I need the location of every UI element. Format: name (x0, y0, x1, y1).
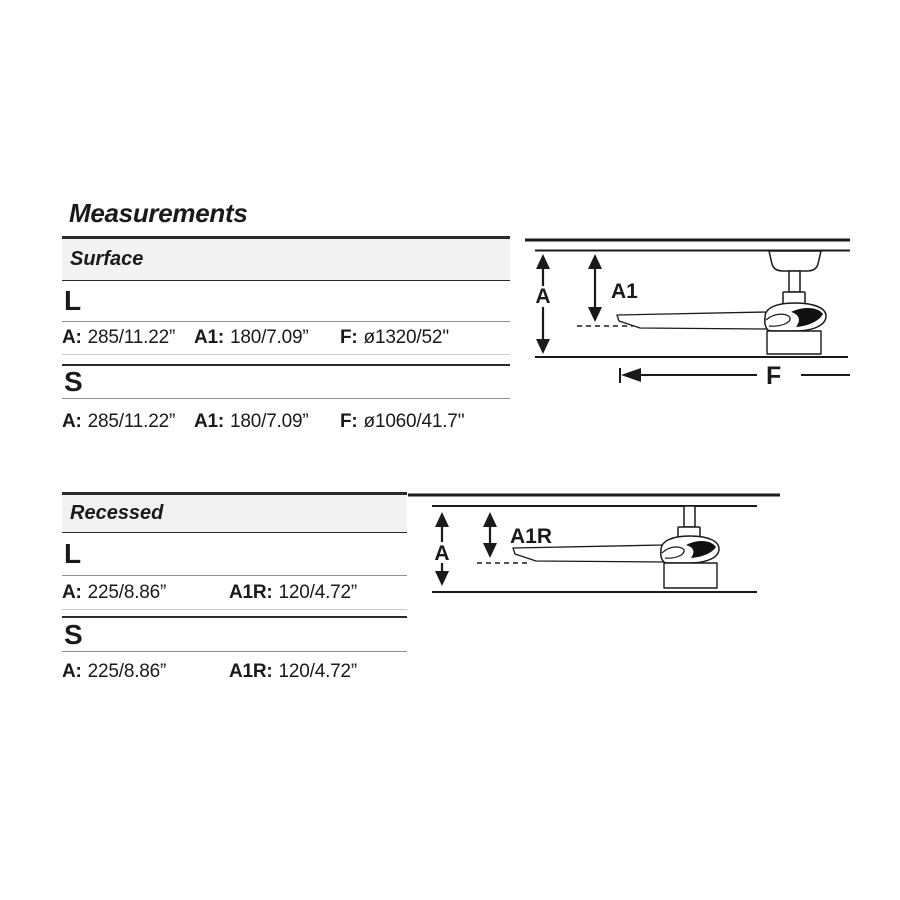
surface-s-values (62, 399, 510, 444)
dim-f: F: ø1060/41.7'' (340, 410, 465, 432)
recessed-header-label: Recessed (70, 502, 164, 524)
label-a: A (535, 285, 551, 308)
dim-a1: A1: 180/7.09” (194, 410, 309, 432)
section-divider (62, 610, 407, 618)
size-row-s: S (62, 618, 407, 652)
surface-table (62, 236, 510, 444)
dimension-arrow-a1r (483, 512, 497, 558)
size-row-s: S (62, 366, 510, 399)
dim-a1r: A1R: 120/4.72” (229, 581, 358, 603)
dimension-arrow-a1 (588, 254, 602, 322)
ceiling-fan-illustration (617, 251, 826, 354)
fan-canopy (769, 251, 821, 271)
page-title: Measurements (69, 198, 248, 228)
label-a1: A1 (611, 280, 638, 303)
dim-a1: A1: 180/7.09” (194, 327, 309, 348)
dim-f: F: ø1320/52'' (340, 327, 450, 348)
recessed-s-values (62, 652, 407, 692)
fan-light-box (664, 563, 717, 588)
surface-mount-diagram (518, 228, 900, 400)
size-row-l: L (62, 281, 510, 322)
dim-a: A: 225/8.86” (62, 661, 167, 682)
label-a: A (434, 542, 450, 565)
fan-light-box (767, 331, 821, 354)
surface-table-header (62, 239, 510, 281)
fan-downrod (789, 271, 800, 292)
dim-a: A: 285/11.22” (62, 327, 176, 348)
dim-a: A: 285/11.22” (62, 410, 176, 432)
label-a1r: A1R (510, 525, 553, 548)
fan-downrod (684, 506, 695, 527)
recessed-l-values (62, 576, 407, 610)
surface-header-label: Surface (70, 248, 144, 270)
label-f: F (766, 362, 782, 390)
recessed-mount-diagram (398, 483, 790, 605)
fan-blade (617, 312, 767, 329)
section-divider (62, 355, 510, 366)
recessed-table-header (62, 495, 407, 533)
dimension-arrow-f (620, 368, 850, 383)
recessed-table (62, 492, 407, 692)
surface-l-values (62, 322, 510, 355)
dim-a: A: 225/8.86” (62, 581, 167, 603)
dim-a1r: A1R: 120/4.72” (229, 661, 358, 682)
size-row-l: L (62, 533, 407, 576)
